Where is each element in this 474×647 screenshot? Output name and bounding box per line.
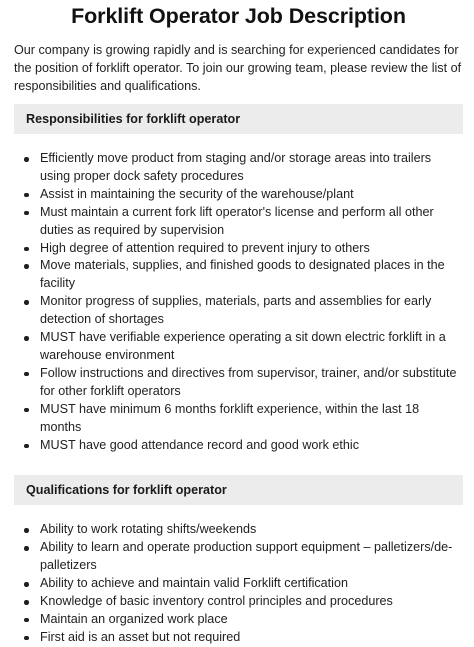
list-item: Ability to learn and operate production support equipment – palletizers/de-palletizers bbox=[14, 539, 463, 575]
list-item: MUST have good attendance record and good work ethic bbox=[14, 437, 463, 455]
list-item: Knowledge of basic inventory control principles and procedures bbox=[14, 593, 463, 611]
list-item: Move materials, supplies, and finished goods to designated places in the facility bbox=[14, 257, 463, 293]
list-item: Ability to work rotating shifts/weekends bbox=[14, 521, 463, 539]
list-item: Monitor progress of supplies, materials, parts and assemblies for early detection of shortages bbox=[14, 293, 463, 329]
list-item: Ability to achieve and maintain valid Forklift certification bbox=[14, 575, 463, 593]
qualifications-list bbox=[14, 521, 463, 646]
list-item: First aid is an asset but not required bbox=[14, 629, 463, 647]
responsibilities-heading: Responsibilities for forklift operator bbox=[14, 104, 463, 134]
page-title: Forklift Operator Job Description bbox=[71, 4, 406, 28]
list-item: Must maintain a current fork lift operator's license and perform all other duties as required by supervision bbox=[14, 204, 463, 240]
responsibilities-list bbox=[14, 150, 463, 454]
list-item: Maintain an organized work place bbox=[14, 611, 463, 629]
list-item: High degree of attention required to prevent injury to others bbox=[14, 240, 463, 258]
list-item: MUST have minimum 6 months forklift experience, within the last 18 months bbox=[14, 401, 463, 437]
qualifications-heading: Qualifications for forklift operator bbox=[14, 475, 463, 505]
list-item: Efficiently move product from staging and/or storage areas into trailers using proper dock safety procedures bbox=[14, 150, 463, 186]
intro-paragraph: Our company is growing rapidly and is searching for experienced candidates for the position of forklift operator. To join our growing team, please review the list of responsibilities and qualifications. bbox=[14, 43, 462, 93]
list-item: Follow instructions and directives from supervisor, trainer, and/or substitute for other forklift operators bbox=[14, 365, 463, 401]
list-item: Assist in maintaining the security of the warehouse/plant bbox=[14, 186, 463, 204]
list-item: MUST have verifiable experience operating a sit down electric forklift in a warehouse environment bbox=[14, 329, 463, 365]
